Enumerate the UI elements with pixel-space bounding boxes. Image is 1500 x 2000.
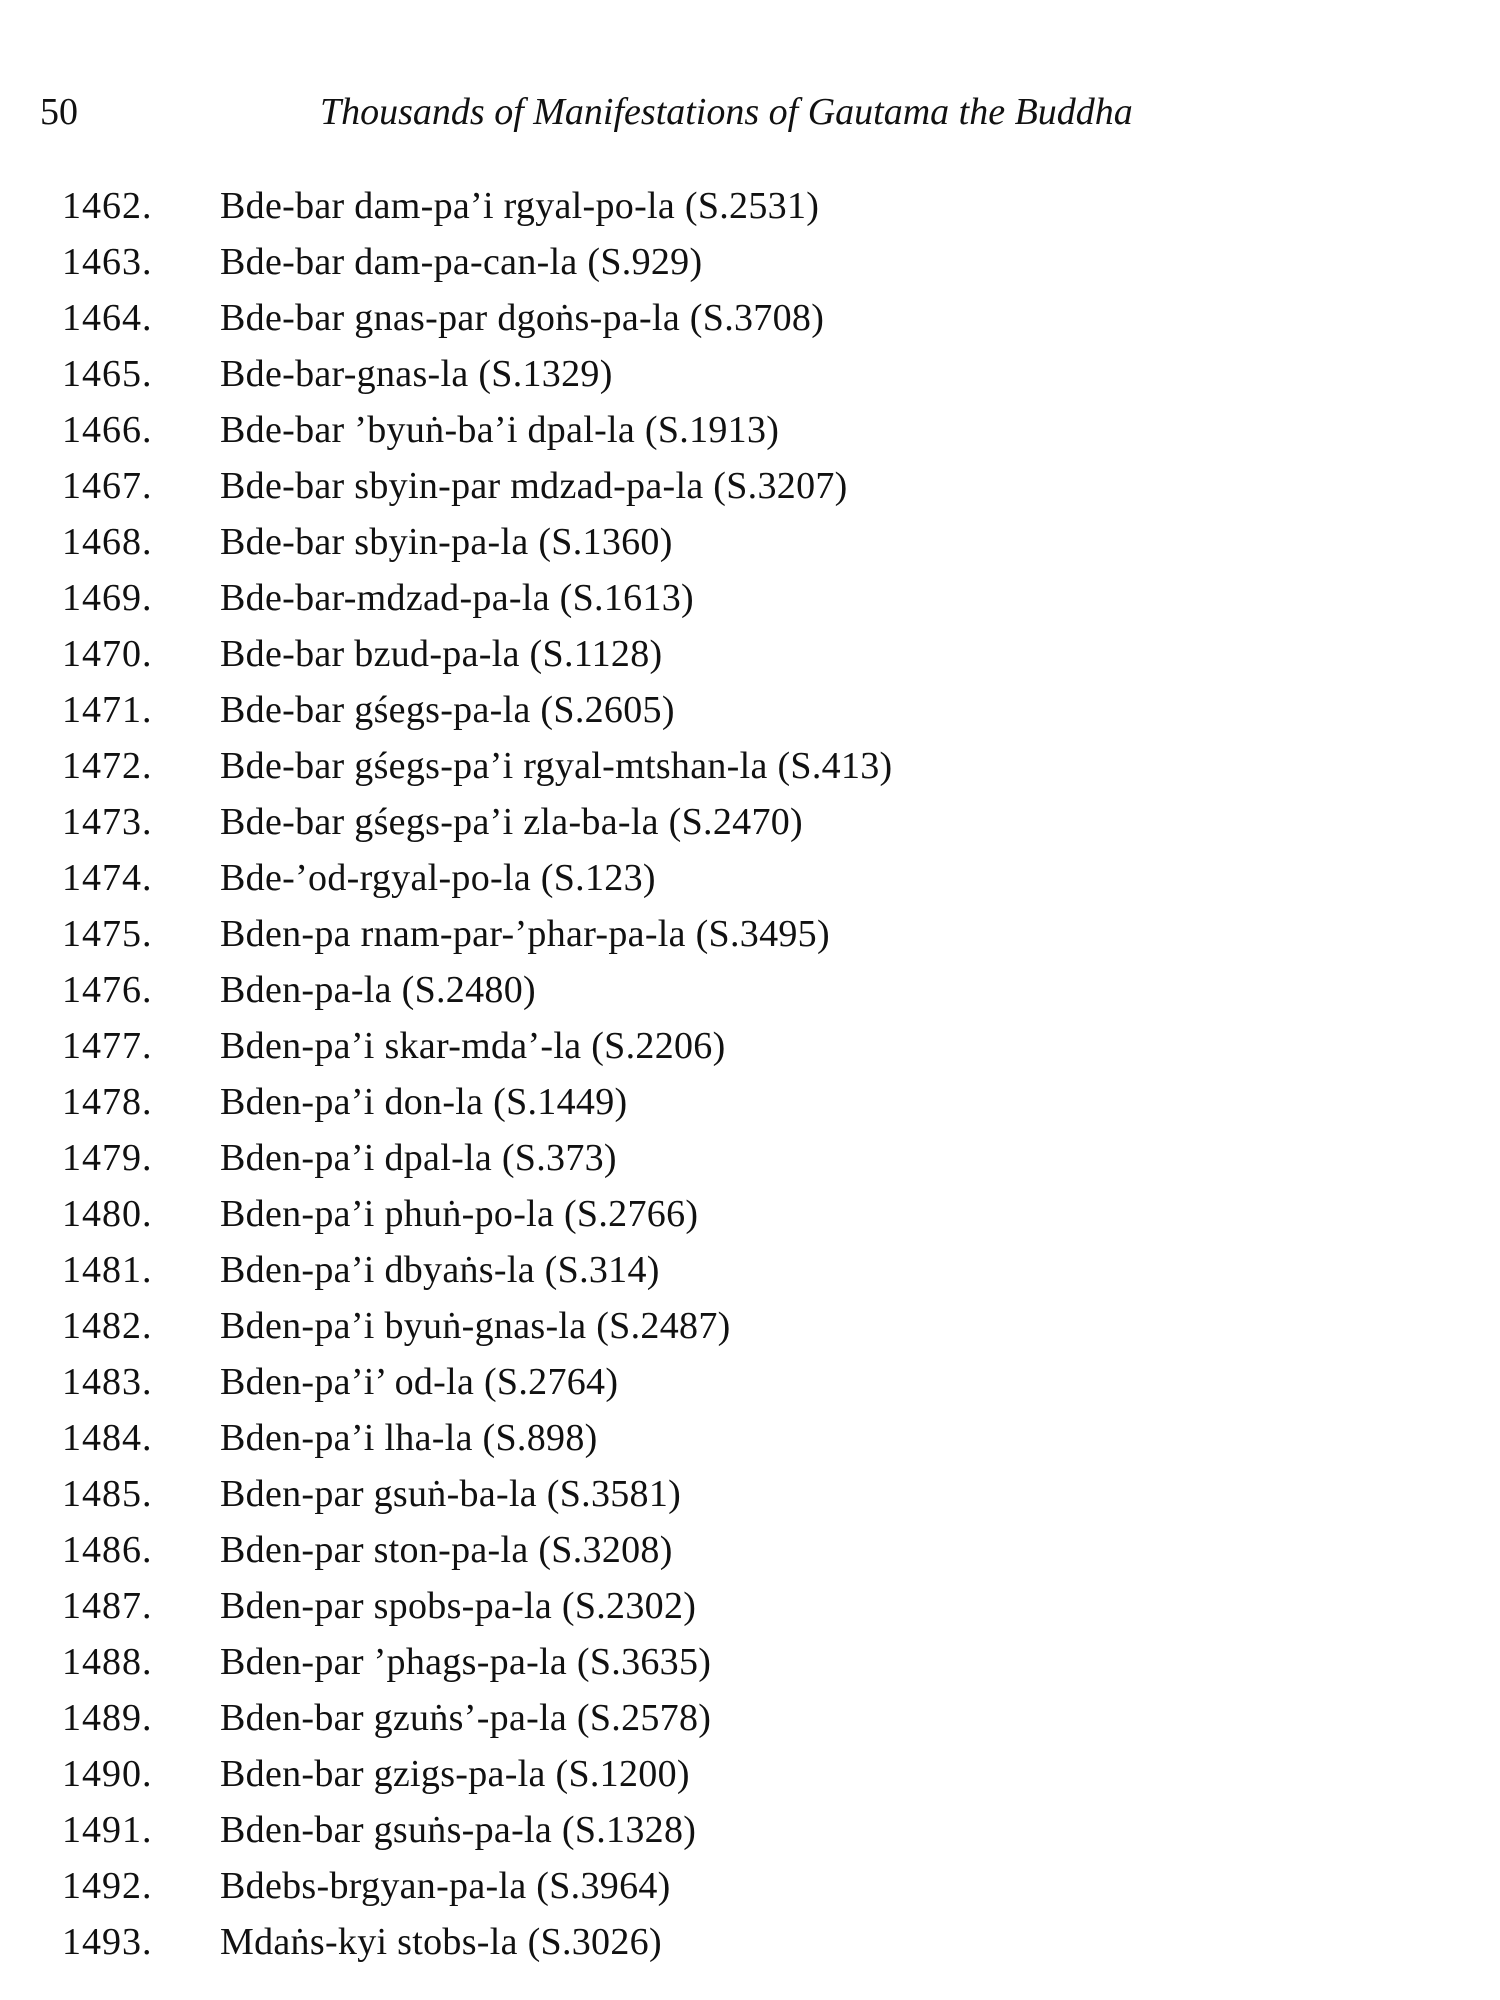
running-title: Thousands of Manifestations of Gautama the Buddha xyxy=(320,91,1133,133)
entry-number: 1485. xyxy=(62,1473,153,1515)
entry-text: Bde-bar gśegs-pa’i rgyal-mtshan-la (S.413) xyxy=(220,745,893,787)
list-item xyxy=(62,738,1462,794)
list-item xyxy=(62,1634,1462,1690)
list-item xyxy=(62,1074,1462,1130)
list-item xyxy=(62,850,1462,906)
entry-list xyxy=(62,178,1462,1970)
entry-number: 1474. xyxy=(62,857,153,899)
entry-text: Bden-par gsuṅ-ba-la (S.3581) xyxy=(220,1473,682,1515)
entry-number: 1468. xyxy=(62,521,153,563)
list-item xyxy=(62,1522,1462,1578)
list-item xyxy=(62,1242,1462,1298)
list-item xyxy=(62,514,1462,570)
list-item xyxy=(62,626,1462,682)
list-item xyxy=(62,1018,1462,1074)
entry-text: Bden-pa’i don-la (S.1449) xyxy=(220,1081,628,1123)
list-item xyxy=(62,794,1462,850)
entry-number: 1475. xyxy=(62,913,153,955)
entry-text: Bden-bar gzuṅs’-pa-la (S.2578) xyxy=(220,1697,712,1739)
entry-number: 1486. xyxy=(62,1529,153,1571)
list-item xyxy=(62,1690,1462,1746)
entry-number: 1477. xyxy=(62,1025,153,1067)
entry-number: 1478. xyxy=(62,1081,153,1123)
entry-text: Bde-bar sbyin-par mdzad-pa-la (S.3207) xyxy=(220,465,848,507)
entry-text: Bden-pa’i phuṅ-po-la (S.2766) xyxy=(220,1193,699,1235)
entry-text: Bden-pa’i dbyaṅs-la (S.314) xyxy=(220,1249,660,1291)
entry-number: 1476. xyxy=(62,969,153,1011)
entry-text: Bden-par ’phags-pa-la (S.3635) xyxy=(220,1641,712,1683)
entry-number: 1463. xyxy=(62,241,153,283)
entry-number: 1479. xyxy=(62,1137,153,1179)
list-item xyxy=(62,1354,1462,1410)
entry-number: 1483. xyxy=(62,1361,153,1403)
entry-number: 1471. xyxy=(62,689,153,731)
list-item xyxy=(62,570,1462,626)
entry-number: 1489. xyxy=(62,1697,153,1739)
list-item xyxy=(62,1130,1462,1186)
list-item xyxy=(62,178,1462,234)
entry-text: Bden-pa’i lha-la (S.898) xyxy=(220,1417,598,1459)
entry-number: 1470. xyxy=(62,633,153,675)
page-header xyxy=(40,82,1480,142)
entry-text: Bde-bar gśegs-pa’i zla-ba-la (S.2470) xyxy=(220,801,803,843)
list-item xyxy=(62,1186,1462,1242)
entry-number: 1488. xyxy=(62,1641,153,1683)
list-item xyxy=(62,1298,1462,1354)
entry-number: 1491. xyxy=(62,1809,153,1851)
entry-text: Bden-par ston-pa-la (S.3208) xyxy=(220,1529,673,1571)
list-item xyxy=(62,290,1462,346)
list-item xyxy=(62,1858,1462,1914)
entry-number: 1480. xyxy=(62,1193,153,1235)
entry-number: 1467. xyxy=(62,465,153,507)
entry-text: Mdaṅs-kyi stobs-la (S.3026) xyxy=(220,1921,662,1963)
entry-number: 1469. xyxy=(62,577,153,619)
entry-number: 1462. xyxy=(62,185,153,227)
entry-text: Bden-bar gzigs-pa-la (S.1200) xyxy=(220,1753,690,1795)
entry-text: Bde-bar dam-pa’i rgyal-po-la (S.2531) xyxy=(220,185,820,227)
entry-text: Bde-bar-gnas-la (S.1329) xyxy=(220,353,613,395)
entry-number: 1487. xyxy=(62,1585,153,1627)
list-item xyxy=(62,1410,1462,1466)
list-item xyxy=(62,458,1462,514)
entry-number: 1464. xyxy=(62,297,153,339)
entry-number: 1473. xyxy=(62,801,153,843)
entry-text: Bde-bar gśegs-pa-la (S.2605) xyxy=(220,689,675,731)
list-item xyxy=(62,906,1462,962)
list-item xyxy=(62,1802,1462,1858)
entry-text: Bde-bar-mdzad-pa-la (S.1613) xyxy=(220,577,695,619)
entry-text: Bde-bar bzud-pa-la (S.1128) xyxy=(220,633,663,675)
entry-text: Bden-pa’i skar-mda’-la (S.2206) xyxy=(220,1025,726,1067)
list-item xyxy=(62,234,1462,290)
entry-number: 1484. xyxy=(62,1417,153,1459)
entry-text: Bde-bar gnas-par dgoṅs-pa-la (S.3708) xyxy=(220,297,825,339)
entry-text: Bde-bar dam-pa-can-la (S.929) xyxy=(220,241,703,283)
list-item xyxy=(62,1746,1462,1802)
entry-text: Bdebs-brgyan-pa-la (S.3964) xyxy=(220,1865,671,1907)
page-number: 50 xyxy=(40,91,78,133)
entry-text: Bde-’od-rgyal-po-la (S.123) xyxy=(220,857,656,899)
entry-text: Bden-pa rnam-par-’phar-pa-la (S.3495) xyxy=(220,913,830,955)
list-item xyxy=(62,346,1462,402)
list-item xyxy=(62,1578,1462,1634)
entry-text: Bden-pa-la (S.2480) xyxy=(220,969,536,1011)
list-item xyxy=(62,402,1462,458)
entry-number: 1492. xyxy=(62,1865,153,1907)
list-item xyxy=(62,962,1462,1018)
list-item xyxy=(62,1466,1462,1522)
entry-number: 1490. xyxy=(62,1753,153,1795)
entry-text: Bden-pa’i dpal-la (S.373) xyxy=(220,1137,617,1179)
entry-text: Bden-par spobs-pa-la (S.2302) xyxy=(220,1585,697,1627)
entry-text: Bden-bar gsuṅs-pa-la (S.1328) xyxy=(220,1809,697,1851)
entry-number: 1466. xyxy=(62,409,153,451)
entry-number: 1465. xyxy=(62,353,153,395)
entry-text: Bden-pa’i byuṅ-gnas-la (S.2487) xyxy=(220,1305,731,1347)
entry-text: Bde-bar sbyin-pa-la (S.1360) xyxy=(220,521,673,563)
entry-number: 1472. xyxy=(62,745,153,787)
entry-text: Bden-pa’i’ od-la (S.2764) xyxy=(220,1361,619,1403)
entry-number: 1481. xyxy=(62,1249,153,1291)
entry-number: 1493. xyxy=(62,1921,153,1963)
list-item xyxy=(62,1914,1462,1970)
list-item xyxy=(62,682,1462,738)
entry-number: 1482. xyxy=(62,1305,153,1347)
entry-text: Bde-bar ’byuṅ-ba’i dpal-la (S.1913) xyxy=(220,409,780,451)
